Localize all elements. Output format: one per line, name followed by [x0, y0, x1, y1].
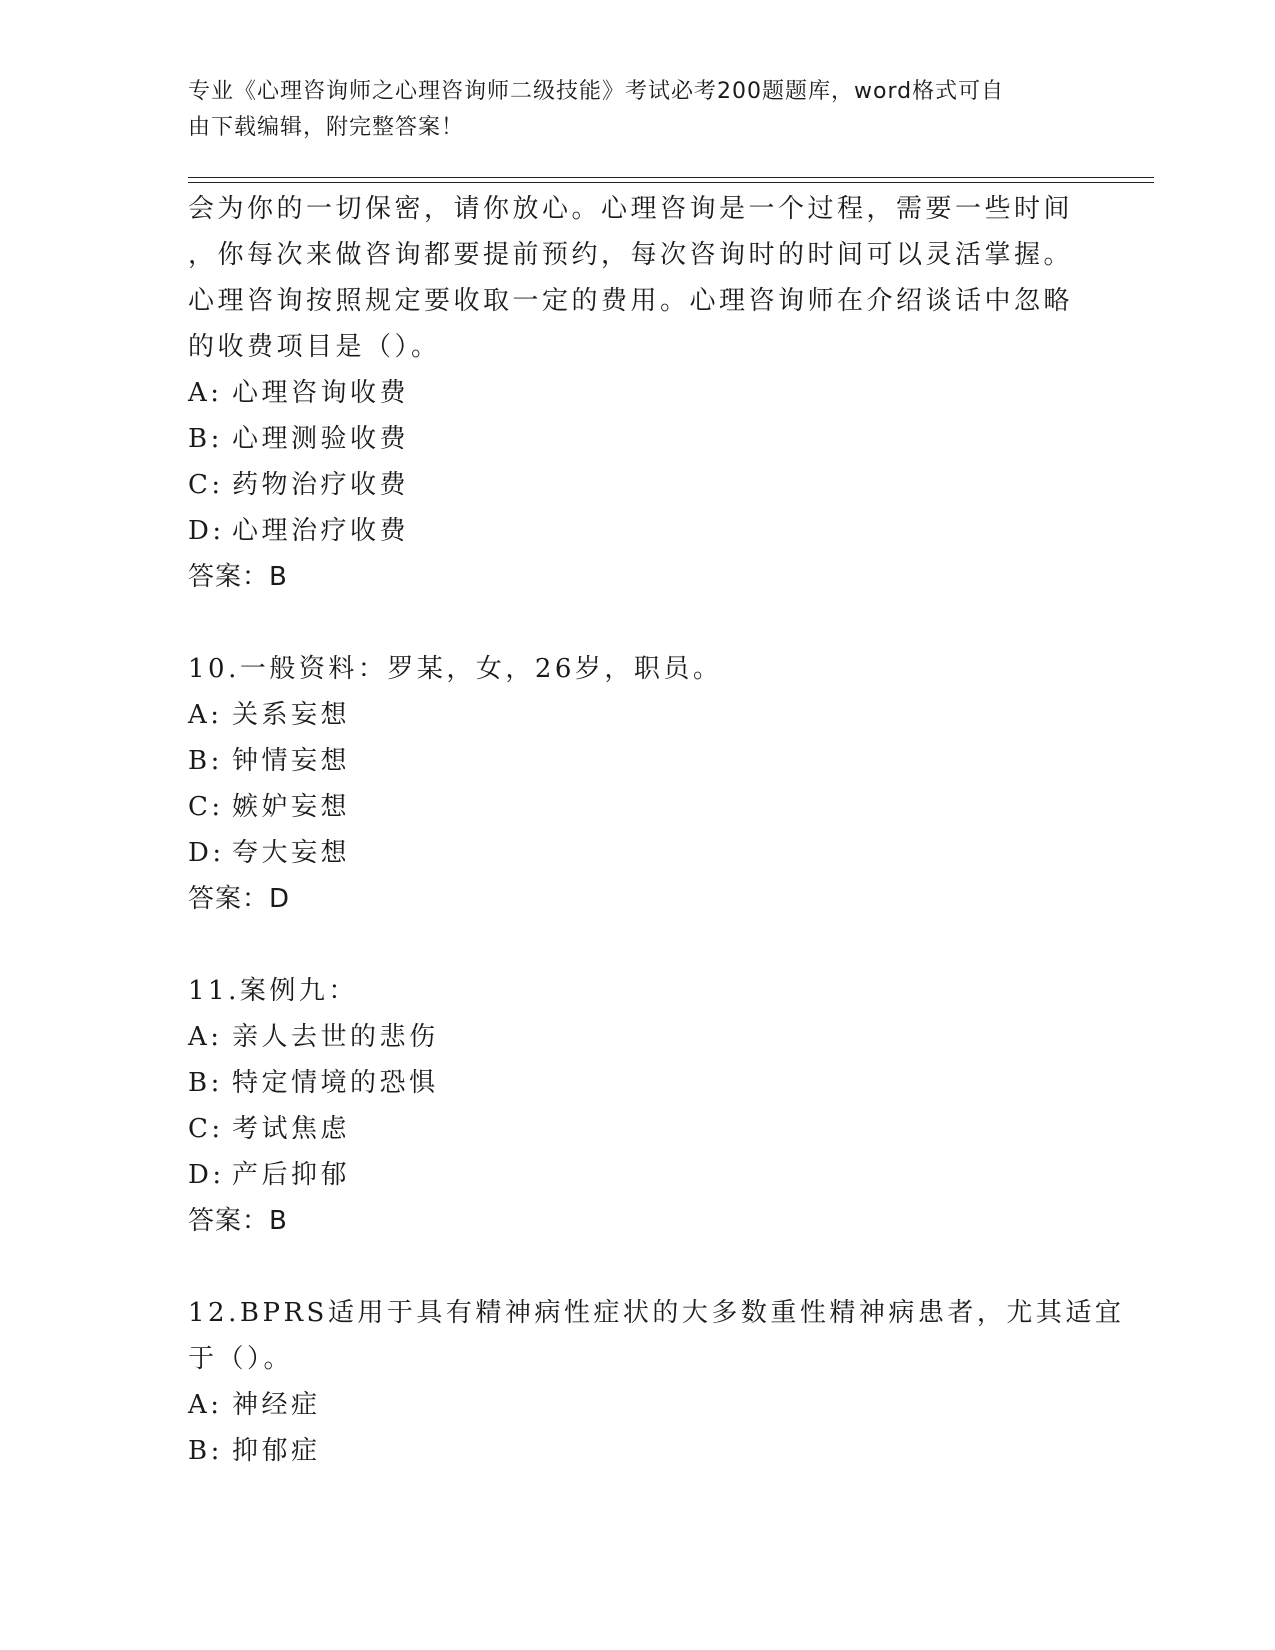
question-12 — [188, 1290, 1125, 1474]
option-text: 产后抑郁 — [232, 1160, 351, 1190]
question-text: 10.一般资料：罗某，女，26岁，职员。 — [188, 654, 723, 684]
option-label: A: — [188, 700, 223, 730]
question-11 — [188, 968, 1088, 1244]
header-divider-top — [188, 177, 1154, 178]
option-d — [188, 830, 1088, 876]
answer: 答案：D — [188, 884, 291, 914]
question-text: 的收费项目是（）。 — [188, 332, 441, 362]
question-text: ，你每次来做咨询都要提前预约，每次咨询时的时间可以灵活掌握。 — [188, 240, 1074, 270]
question-text: 12.BPRS适用于具有精神病性症状的大多数重性精神病患者，尤其适宜 — [188, 1298, 1125, 1328]
option-text: 心理测验收费 — [232, 424, 410, 454]
option-label: C: — [188, 1114, 224, 1144]
option-b — [188, 1428, 1088, 1474]
option-c — [188, 462, 1088, 508]
option-text: 夸大妄想 — [232, 838, 351, 868]
option-d — [188, 1152, 1088, 1198]
option-label: B: — [188, 746, 223, 776]
option-text: 神经症 — [232, 1390, 321, 1420]
spacer — [188, 1244, 1088, 1290]
header-line-1: 专业《心理咨询师之心理咨询师二级技能》考试必考200题题库，word格式可自 — [188, 79, 1005, 104]
option-text: 心理咨询收费 — [232, 378, 410, 408]
question-9 — [188, 186, 1088, 600]
answer: 答案：B — [188, 1206, 288, 1236]
option-label: A: — [188, 378, 223, 408]
option-a — [188, 370, 1088, 416]
option-b — [188, 738, 1088, 784]
answer: 答案：B — [188, 562, 288, 592]
question-text: 于（）。 — [188, 1344, 294, 1374]
option-text: 考试焦虑 — [232, 1114, 351, 1144]
option-b — [188, 1060, 1088, 1106]
spacer — [188, 600, 1088, 646]
option-label: D: — [188, 1160, 225, 1190]
option-text: 药物治疗收费 — [232, 470, 410, 500]
header-divider-bottom — [188, 182, 1154, 183]
option-text: 特定情境的恐惧 — [232, 1068, 439, 1098]
option-label: B: — [188, 1068, 223, 1098]
option-label: A: — [188, 1022, 223, 1052]
option-label: C: — [188, 792, 224, 822]
option-d — [188, 508, 1088, 554]
option-c — [188, 1106, 1088, 1152]
option-label: C: — [188, 470, 224, 500]
option-text: 钟情妄想 — [232, 746, 351, 776]
option-text: 关系妄想 — [232, 700, 351, 730]
spacer — [188, 922, 1088, 968]
option-label: D: — [188, 838, 225, 868]
option-label: B: — [188, 424, 223, 454]
question-text: 11.案例九： — [188, 976, 358, 1006]
option-label: D: — [188, 516, 225, 546]
option-label: A: — [188, 1390, 223, 1420]
question-10 — [188, 646, 1088, 922]
option-a — [188, 692, 1088, 738]
option-label: B: — [188, 1436, 223, 1466]
option-text: 亲人去世的悲伤 — [232, 1022, 439, 1052]
option-a — [188, 1014, 1088, 1060]
question-text: 心理咨询按照规定要收取一定的费用。心理咨询师在介绍谈话中忽略 — [188, 286, 1074, 316]
question-text: 会为你的一切保密，请你放心。心理咨询是一个过程，需要一些时间 — [188, 194, 1074, 224]
question-list — [188, 186, 1125, 1474]
option-c — [188, 784, 1088, 830]
option-text: 嫉妒妄想 — [232, 792, 351, 822]
header-line-2: 由下载编辑，附完整答案！ — [188, 115, 465, 140]
document-header — [188, 74, 1088, 146]
option-text: 心理治疗收费 — [232, 516, 410, 546]
option-text: 抑郁症 — [232, 1436, 321, 1466]
option-a — [188, 1382, 1088, 1428]
option-b — [188, 416, 1088, 462]
